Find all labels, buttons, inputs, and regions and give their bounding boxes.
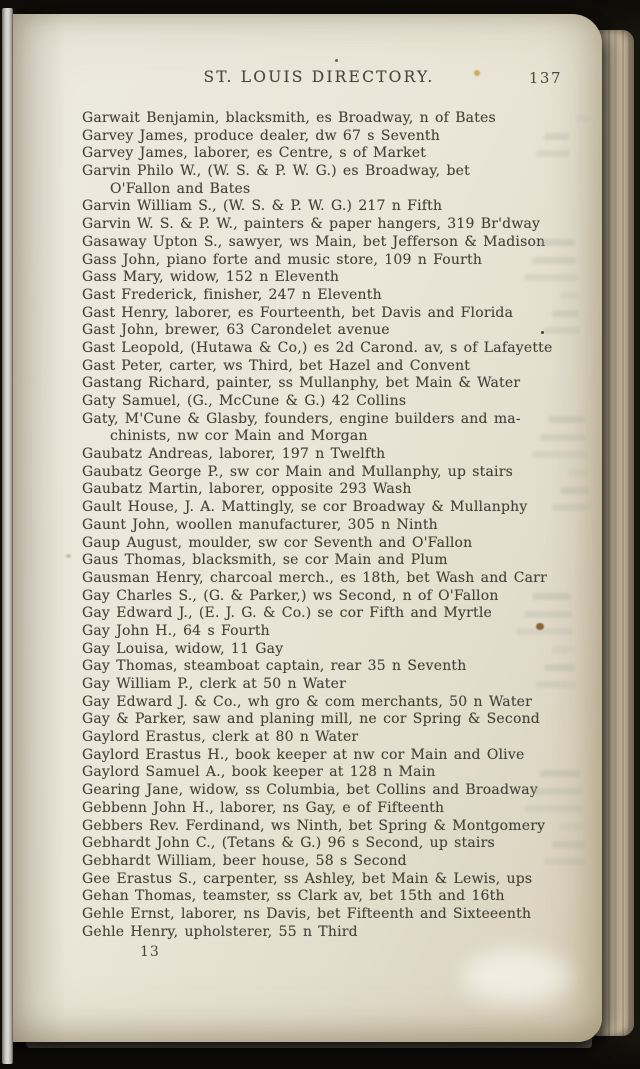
show-through-smudge [552, 841, 585, 848]
directory-entry-line: chinists, nw cor Main and Morgan [110, 428, 368, 445]
directory-entry-line: Garvin W. S. & P. W., painters & paper hangers, 319 Br'dway [82, 216, 541, 233]
show-through-smudge [552, 504, 590, 511]
show-through-smudge [532, 451, 587, 458]
directory-entry-line: Gehle Henry, upholsterer, 55 n Third [82, 923, 358, 940]
show-through-smudge [524, 805, 583, 812]
directory-entry-line: Gasaway Upton S., sawyer, ws Main, bet Jefferson & Madison [82, 233, 546, 250]
directory-entry-line: Garwait Benjamin, blacksmith, es Broadway, n of Bates [82, 110, 496, 126]
directory-entry-line: Gebhardt William, beer house, 58 s Second [82, 852, 407, 869]
directory-entry-line: Garvey James, laborer, es Centre, s of Market [82, 145, 427, 162]
directory-entry-line: Gast Peter, carter, ws Third, bet Hazel and Convent [82, 357, 471, 374]
directory-entry-line: Gaylord Erastus H., book keeper at nw cor Main and Olive [82, 746, 525, 763]
directory-entry-line: Gast Henry, laborer, es Fourteenth, bet Davis and Florida [82, 304, 514, 321]
show-through-smudge [544, 664, 575, 671]
page-blotch [461, 949, 571, 1004]
show-through-smudge [540, 770, 581, 777]
directory-entry-line: Gay & Parker, saw and planing mill, ne cor Spring & Second [82, 711, 540, 728]
directory-entry-line: Gay Edward J., (E. J. G. & Co.) se cor Fifth and Myrtle [82, 605, 493, 622]
directory-entry-line: Gearing Jane, widow, ss Columbia, bet Collins and Broadway [82, 782, 538, 799]
directory-entry-line: Gaup August, moulder, sw cor Seventh and O'Fallon [82, 534, 473, 551]
signature-mark: 13 [140, 944, 160, 960]
directory-entry-line: Gay Thomas, steamboat captain, rear 35 n Seventh [82, 658, 467, 675]
page-title: ST. LOUIS DIRECTORY. [203, 68, 435, 86]
page-speck [541, 331, 544, 334]
directory-entry-line: Gehan Thomas, teamster, ss Clark av, bet 15th and 16th [82, 888, 505, 905]
show-through-smudge [552, 646, 574, 653]
directory-entry-line: Gaubatz Martin, laborer, opposite 293 Wash [82, 481, 412, 498]
binding-thread [2, 8, 13, 1064]
show-through-smudge [524, 611, 572, 618]
show-through-smudge [544, 133, 569, 140]
directory-entry-line: Gay Charles S., (G. & Parker,) ws Second, n of O'Fallon [82, 587, 499, 604]
directory-entry-line: Gay John H., 64 s Fourth [82, 622, 270, 639]
show-through-smudge [540, 434, 586, 441]
show-through-smudge [540, 239, 575, 246]
directory-entry-line: Gehle Ernst, laborer, ns Davis, bet Fifteenth and Sixteeenth [82, 905, 532, 922]
show-through-smudge [560, 487, 589, 494]
show-through-smudge [544, 327, 580, 334]
directory-entry-line: Gebbers Rev. Ferdinand, ws Ninth, bet Spring & Montgomery [82, 817, 546, 834]
directory-entry-line: Gausman Henry, charcoal merch., es 18th, bet Wash and Carr [82, 569, 547, 586]
show-through-smudge [532, 257, 576, 264]
directory-entry-line: Gaty, M'Cune & Glasby, founders, engine builders and ma- [82, 410, 521, 427]
directory-entry-line: Gebhardt John C., (Tetans & G.) 96 s Second, up stairs [82, 835, 495, 852]
directory-entry-line: Gaylord Samuel A., book keeper at 128 n Main [82, 764, 436, 781]
directory-entry-line: Gee Erastus S., carpenter, ss Ashley, bet Main & Lewis, ups [82, 870, 533, 887]
directory-entry-line: Gaylord Erastus, clerk at 80 n Water [82, 729, 359, 746]
show-through-smudge [568, 469, 588, 476]
directory-entry-line: Garvey James, produce dealer, dw 67 s Seventh [82, 127, 440, 144]
directory-entry-line: Garvin Philo W., (W. S. & P. W. G.) es Broadway, bet [82, 163, 470, 180]
page-stain [536, 623, 544, 630]
directory-entry-line: Gaus Thomas, blacksmith, se cor Main and Plum [82, 552, 448, 569]
directory-entry-line: Gast Frederick, finisher, 247 n Eleventh [82, 286, 382, 303]
show-through-smudge [516, 628, 573, 635]
directory-entry-line: Gass John, piano forte and music store, 109 n Fourth [82, 251, 483, 268]
page-speck [66, 554, 71, 558]
show-through-smudge [536, 681, 576, 688]
directory-entry-line: Gay Louisa, widow, 11 Gay [82, 640, 284, 657]
directory-page [6, 14, 602, 1042]
directory-entry-line: Gaubatz George P., sw cor Main and Mullanphy, up stairs [82, 463, 513, 480]
gutter-shadow [6, 14, 76, 1042]
directory-entry-line: Gault House, J. A. Mattingly, se cor Broadway & Mullanphy [82, 499, 528, 516]
directory-entry-line: Gay Edward J. & Co., wh gro & com merchants, 50 n Water [82, 693, 533, 710]
directory-entry-line: Gay William P., clerk at 50 n Water [82, 676, 346, 692]
show-through-smudge [544, 858, 586, 865]
show-through-smudge [548, 416, 585, 423]
directory-entry-line: Gast Leopold, (Hutawa & Co,) es 2d Carond. av, s of Lafayette [82, 339, 553, 356]
directory-entry-line: Gaty Samuel, (G., McCune & G.) 42 Collins [82, 393, 407, 409]
page-header [76, 68, 562, 90]
show-through-smudge [532, 593, 571, 600]
directory-entry-line: Gast John, brewer, 63 Carondelet avenue [82, 322, 390, 339]
directory-entry-line: Gebbenn John H., laborer, ns Gay, e of Fifteenth [82, 799, 445, 816]
show-through-smudge [524, 274, 577, 281]
directory-entry-line: Gastang Richard, painter, ss Mullanphy, bet Main & Water [82, 375, 521, 392]
show-through-smudge [560, 823, 584, 830]
show-through-smudge [532, 788, 582, 795]
show-through-smudge [536, 150, 570, 157]
show-through-smudge [576, 115, 592, 122]
show-through-smudge [560, 292, 578, 299]
page-stain [474, 70, 480, 76]
directory-entry-line: O'Fallon and Bates [110, 180, 251, 197]
page-speck [335, 59, 338, 62]
directory-entries [82, 110, 602, 941]
directory-entry-line: Gaunt John, woollen manufacturer, 305 n Ninth [82, 516, 438, 533]
show-through-smudge [552, 310, 579, 317]
page-number: 137 [528, 69, 562, 87]
directory-entry-line: Garvin William S., (W. S. & P. W. G.) 217 n Fifth [82, 198, 443, 215]
directory-entry-line: Gass Mary, widow, 152 n Eleventh [82, 269, 340, 286]
directory-entry-line: Gaubatz Andreas, laborer, 197 n Twelfth [82, 446, 386, 463]
